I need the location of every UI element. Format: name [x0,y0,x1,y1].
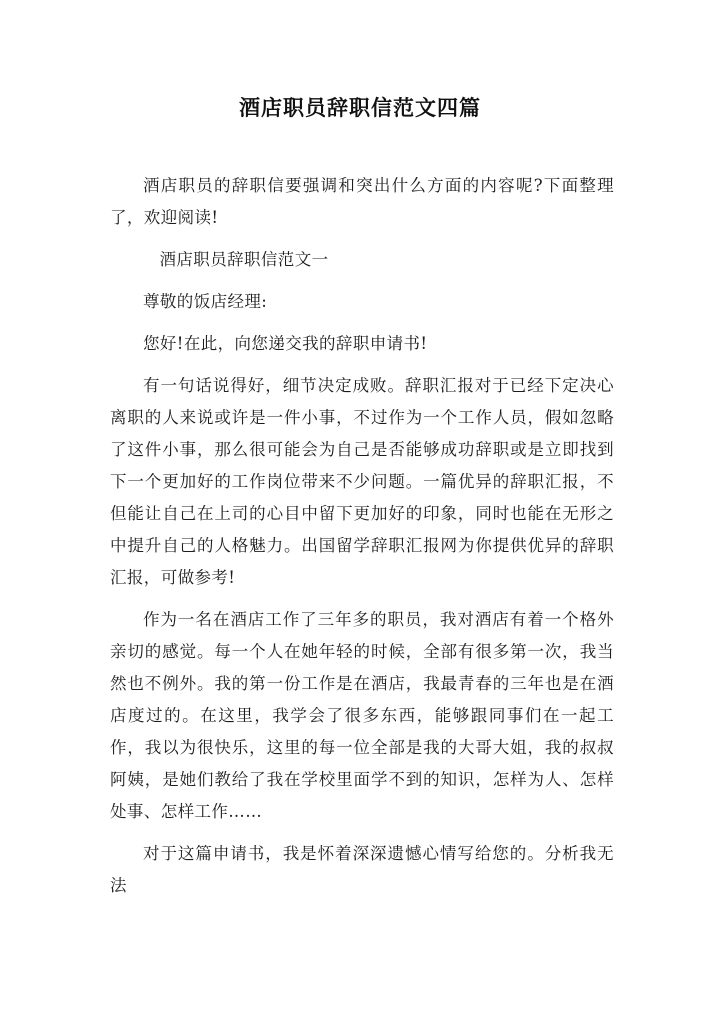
salutation: 尊敬的饭店经理: [143,292,268,311]
intro-paragraph: 酒店职员的辞职信要强调和突出什么方面的内容呢?下面整理了，欢迎阅读! [110,176,614,227]
body-paragraph: 有一句话说得好，细节决定成败。辞职汇报对于已经下定决心离职的人来说或许是一件小事，不过作为一个工作人员，假如忽略了这件小事，那么很可能会为自己是否能够成功辞职或是立即找到下一个更加好的工作岗位带来不少问题。一篇优异的辞职汇报，不但能让自己在上司的心目中留下更加好的印象，同时也能在无形之中提升自己的人格魅力。出国留学辞职汇报网为你提供优异的辞职汇报，可做参考! [110,376,614,587]
document-title: 酒店职员辞职信范文四篇 [239,95,481,120]
body-paragraph: 作为一名在酒店工作了三年多的职员，我对酒店有着一个格外亲切的感觉。每一个人在她年轻的时候，全部有很多第一次，我当然也不例外。我的第一份工作是在酒店，我最青春的三年也是在酒店度过的。在这里，我学会了很多东西，能够跟同事们在一起工作，我以为很快乐，这里的每一位全部是我的大哥大姐，我的叔叔阿姨，是她们教给了我在学校里面学不到的知识，怎样为人、怎样处事、怎样工作…… [110,610,614,821]
body-paragraph: 对于这篇申请书，我是怀着深深遗憾心情写给您的。分析我无法 [110,844,614,895]
document-body [110,170,614,912]
greeting-paragraph: 您好!在此，向您递交我的辞职申请书! [143,334,428,353]
section-heading: 酒店职员辞职信范文一 [159,250,329,269]
